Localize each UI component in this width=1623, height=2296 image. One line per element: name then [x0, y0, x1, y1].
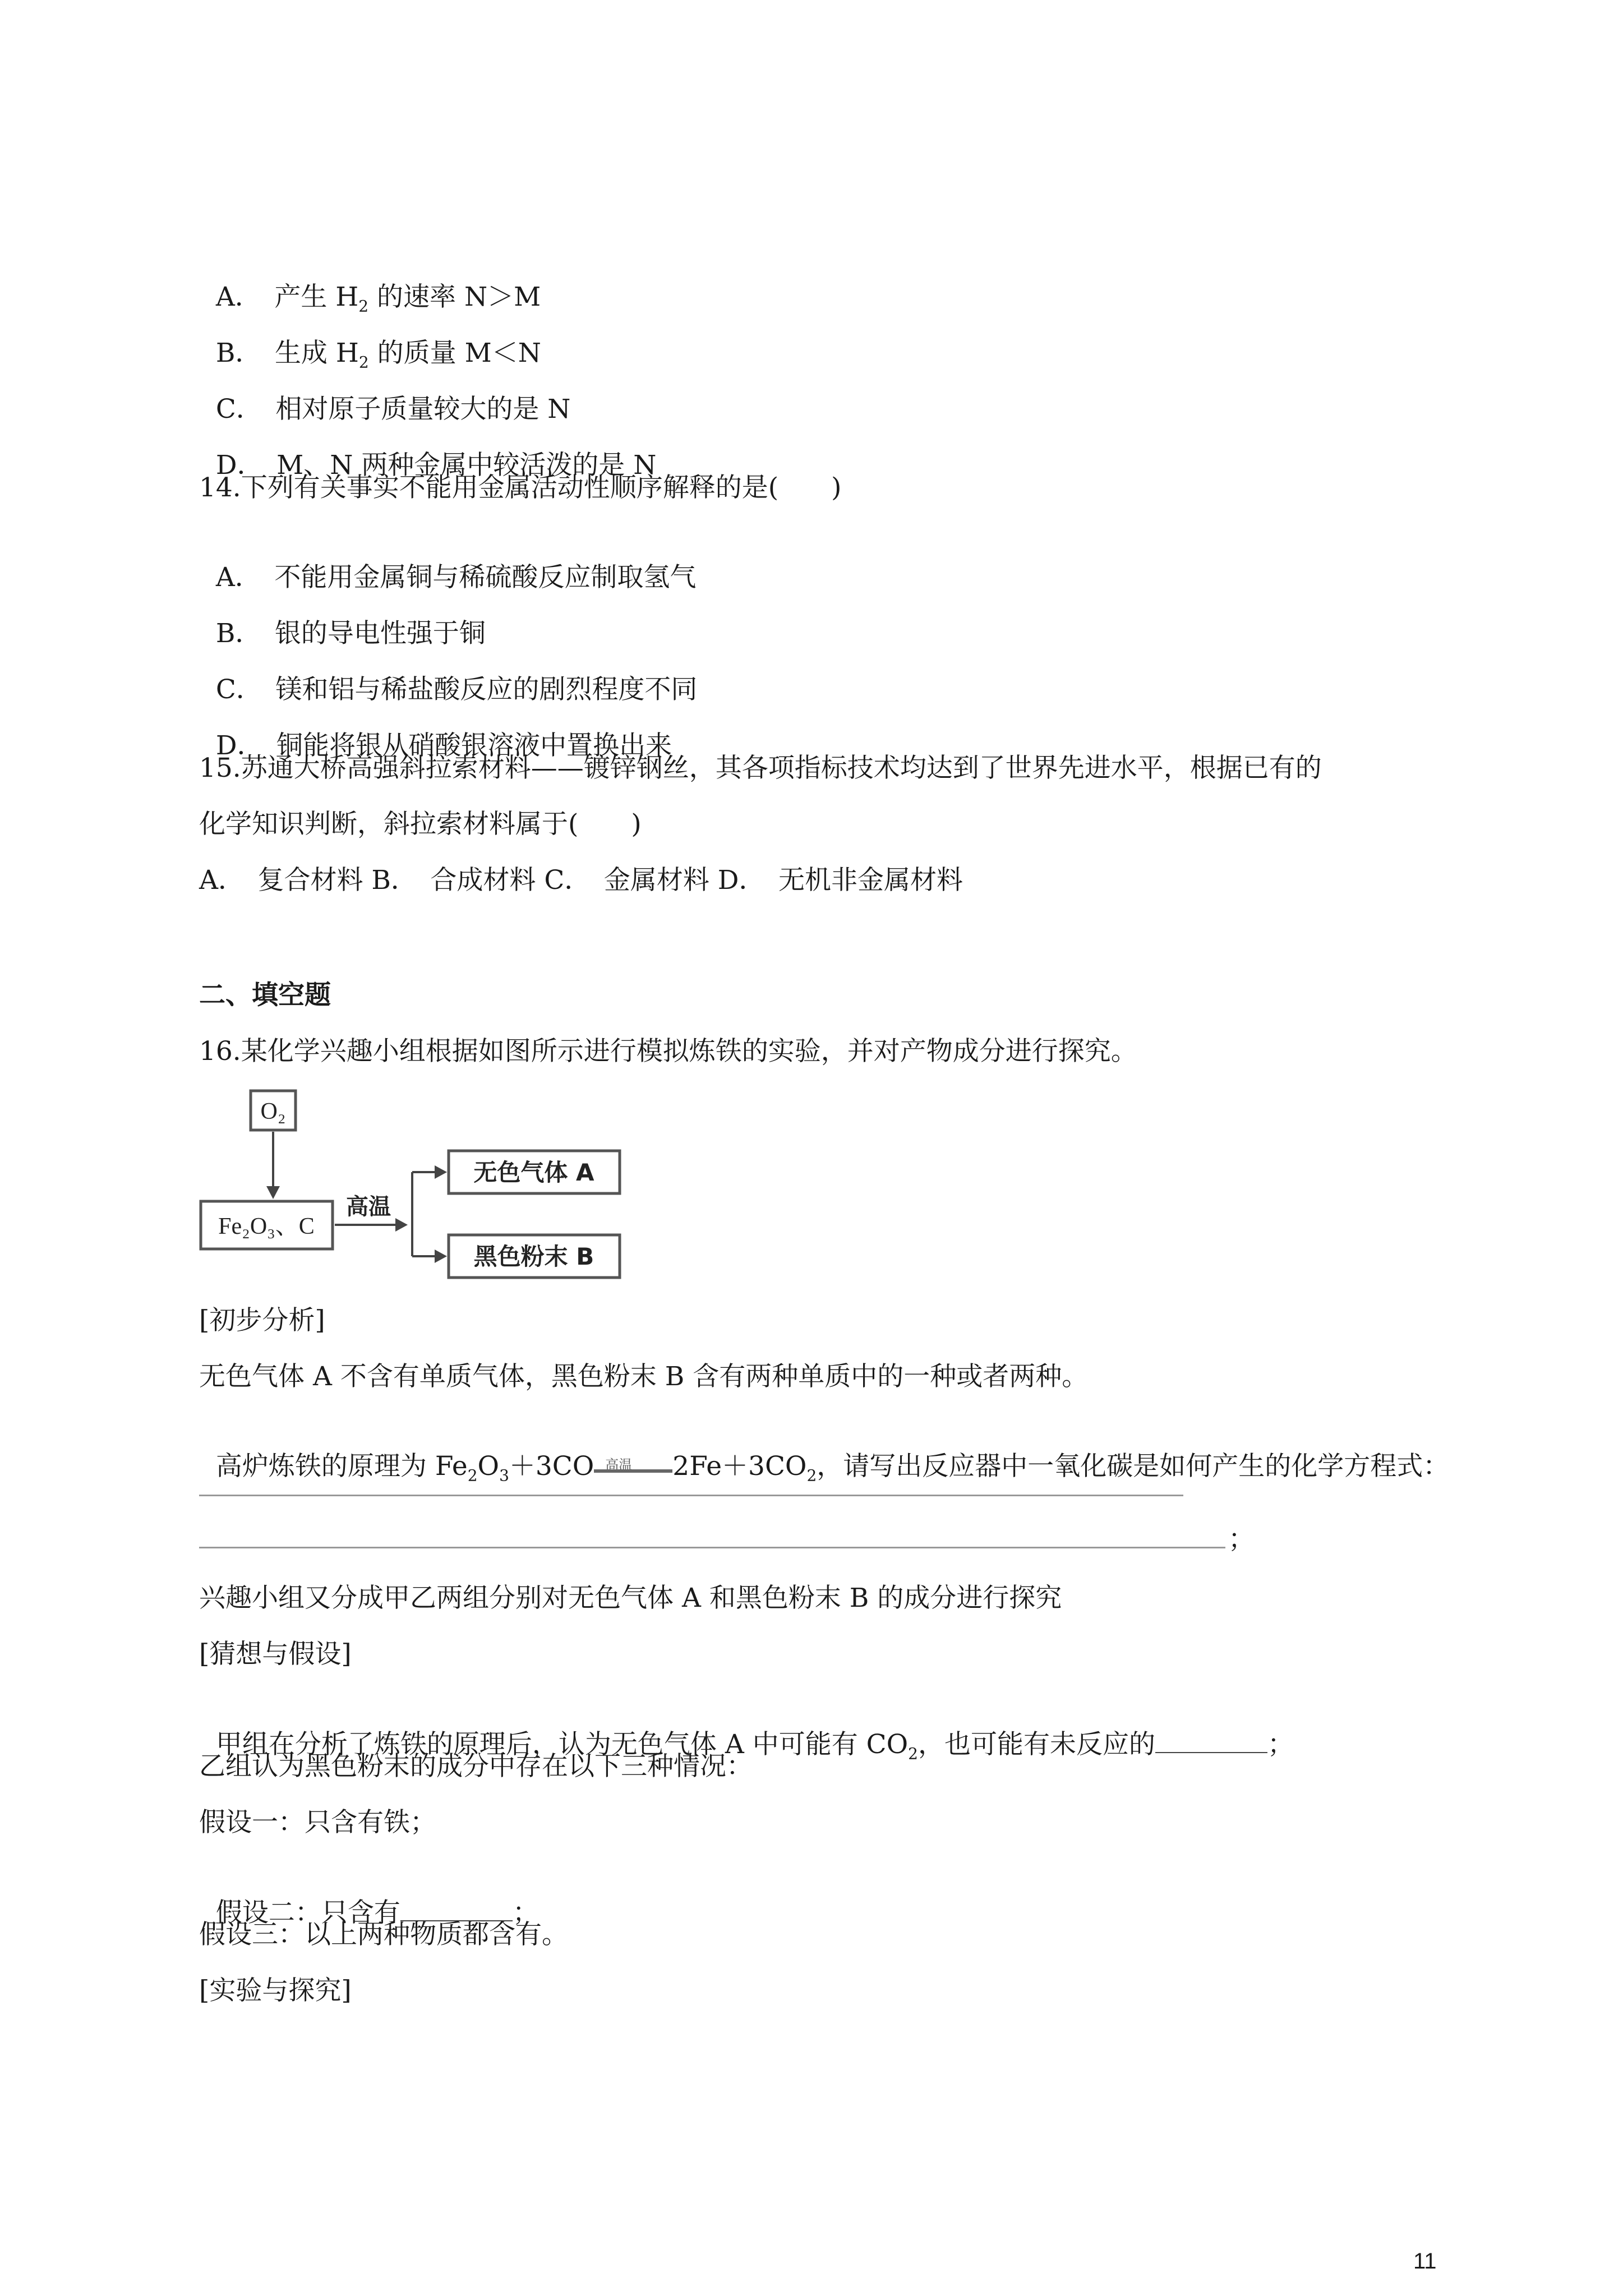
- option-letter: C．: [215, 394, 250, 425]
- q13-option-a: A． 产生 $H_2$ 的速率 N＞M: [215, 282, 541, 316]
- q15-stem-line2: 化学知识判断，斜拉索材料属于( ): [199, 809, 642, 840]
- o2-label: O₂: [260, 1099, 286, 1124]
- reaction-condition: 高温: [594, 1457, 672, 1479]
- answer-end: ；: [1228, 1524, 1255, 1555]
- hyp1: 假设一：只含有铁；: [199, 1807, 436, 1838]
- q15-stem-line1: 15.苏通大桥高强斜拉索材料——镀锌钢丝，其各项指标技术均达到了世界先进水平，根据已有的: [199, 753, 1322, 783]
- reactant-label: Fe₂O₃、C: [218, 1214, 315, 1239]
- jia-line: 甲组在分析了炼铁的原理后，认为无色气体 A 中可能有 $CO_2$，也可能有未反应的 ；: [199, 1694, 1294, 1762]
- hyp-heading: [猜想与假设]: [199, 1639, 352, 1670]
- condition-label: 高温: [346, 1194, 391, 1220]
- answer-line-2[interactable]: [199, 1547, 1225, 1548]
- prelim-text: 无色气体 A 不含有单质气体，黑色粉末 B 含有两种单质中的一种或者两种。: [199, 1361, 1089, 1392]
- groups-text: 兴趣小组又分成甲乙两组分别对无色气体 A 和黑色粉末 B 的成分进行探究: [199, 1583, 1062, 1613]
- q15-options: A． 复合材料 B． 合成材料 C． 金属材料 D． 无机非金属材料: [199, 865, 963, 896]
- q13-option-b: B． 生成 $H_2$ 的质量 M＜N: [215, 338, 541, 372]
- q14-option-c: C． 镁和铝与稀盐酸反应的剧烈程度不同: [215, 674, 698, 705]
- q14-stem: 14.下列有关事实不能用金属活动性顺序解释的是( ): [199, 472, 842, 503]
- gas-a-label: 无色气体 A: [473, 1159, 594, 1186]
- q14-option-b: B． 银的导电性强于铜: [215, 618, 486, 649]
- arrow-right-icon: [435, 1250, 447, 1263]
- principle-line: 高炉炼铁的原理为 $Fe_2O_3+3CO$ 高温 $2Fe+3CO_2$，请写出反应器中一氧化碳是如何产生的化学方程式：: [215, 1451, 1450, 1485]
- q16-stem: 16.某化学兴趣小组根据如图所示进行模拟炼铁的实验，并对产物成分进行探究。: [199, 1036, 1137, 1067]
- arrow-right-icon: [435, 1165, 447, 1179]
- option-letter: B．: [215, 338, 248, 368]
- arrow-down-icon: [266, 1186, 280, 1199]
- exp-heading: [实验与探究]: [199, 1975, 352, 2006]
- iron-smelting-diagram: [199, 1088, 625, 1290]
- hyp2-line: 假设二：只含有 ；: [199, 1862, 539, 1930]
- option-letter: D．: [215, 450, 251, 481]
- section-title: 二、填空题: [199, 980, 331, 1011]
- jia-blank[interactable]: [1155, 1727, 1267, 1753]
- option-letter: A．: [215, 282, 248, 312]
- q14-option-a: A． 不能用金属铜与稀硫酸反应制取氢气: [215, 562, 697, 593]
- answer-line-1[interactable]: [199, 1495, 1183, 1496]
- arrow-right-icon: [395, 1218, 408, 1232]
- yi-text: 乙组认为黑色粉末的成分中存在以下三种情况：: [199, 1751, 753, 1782]
- hyp3: 假设三：以上两种物质都含有。: [199, 1919, 568, 1950]
- powder-b-label: 黑色粉末 B: [473, 1243, 594, 1270]
- q13-option-d: D． M、N 两种金属中较活泼的是 N: [215, 450, 657, 481]
- q13-option-c: C． 相对原子质量较大的是 N: [215, 394, 571, 425]
- page-number: 11: [1413, 2249, 1437, 2274]
- q14-option-d: D． 铜能将银从硝酸银溶液中置换出来: [215, 730, 672, 761]
- prelim-heading: [初步分析]: [199, 1305, 325, 1336]
